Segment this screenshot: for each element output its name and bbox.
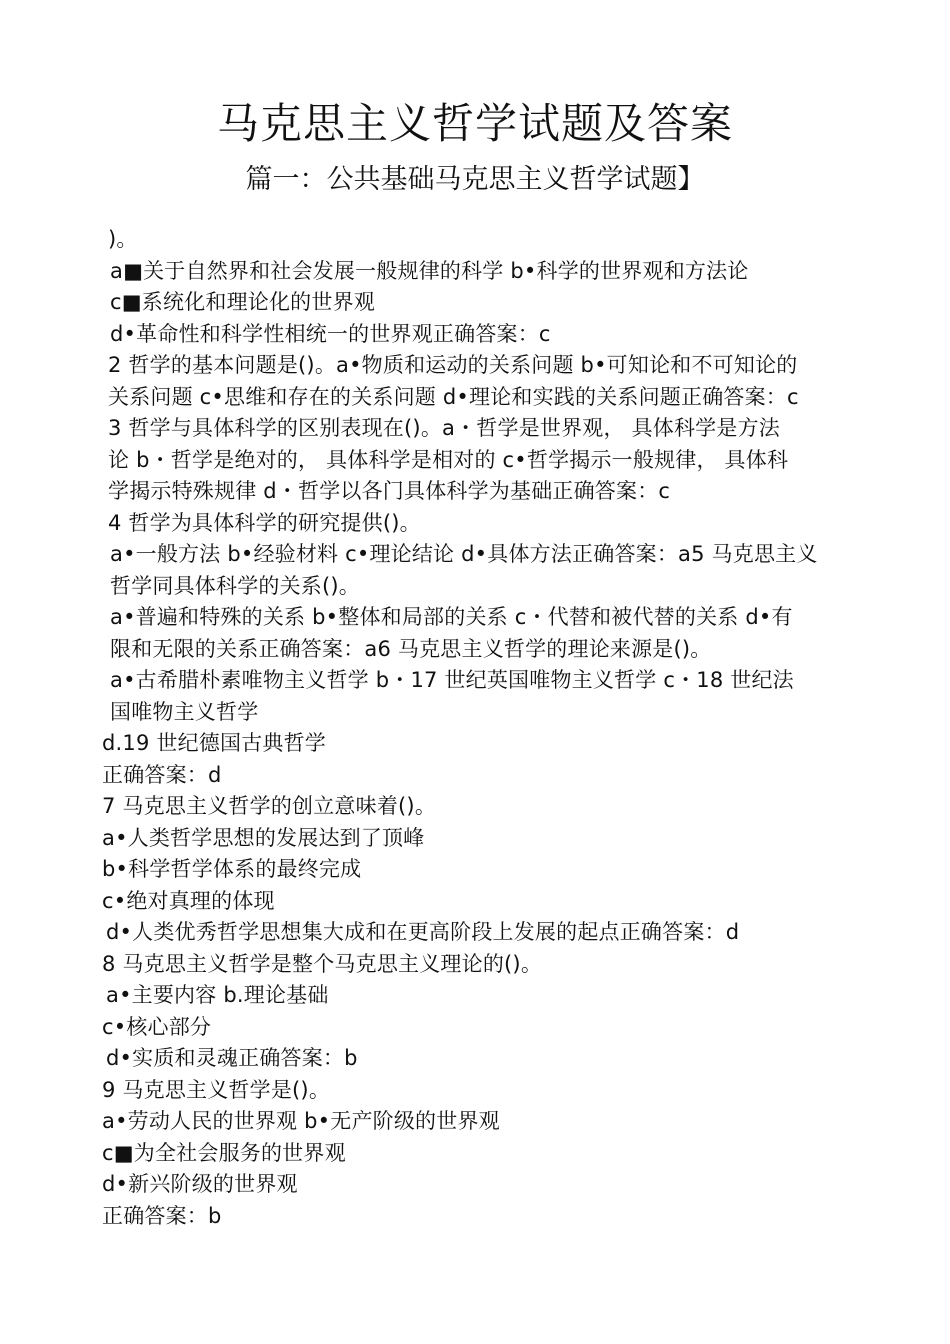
text-line: 正确答案：b xyxy=(102,1203,222,1228)
text-line: a•一般方法 b•经验材料 c•理论结论 d•具体方法正确答案：a5 马克思主义 xyxy=(110,542,818,566)
text-line: d.19 世纪德国古典哲学 xyxy=(102,731,327,755)
text-line: 2 哲学的基本问题是()。a•物质和运动的关系问题 b•可知论和不可知论的 xyxy=(108,353,798,377)
text-line: 8 马克思主义哲学是整个马克思主义理论的()。 xyxy=(102,951,543,976)
text-line: 限和无限的关系正确答案：a6 马克思主义哲学的理论来源是()。 xyxy=(110,636,712,661)
text-line: a■关于自然界和社会发展一般规律的科学 b•科学的世界观和方法论 xyxy=(110,258,749,283)
text-line: 7 马克思主义哲学的创立意味着()。 xyxy=(102,794,437,818)
text-line: a•主要内容 b.理论基础 xyxy=(106,983,329,1007)
text-line: a•人类哲学思想的发展达到了顶峰 xyxy=(102,825,425,850)
document-title: 马克思主义哲学试题及答案 xyxy=(216,99,733,148)
text-line: 正确答案：d xyxy=(102,762,222,787)
text-line: d•革命性和科学性相统一的世界观正确答案：c xyxy=(110,321,551,346)
document-body xyxy=(0,224,950,1232)
text-line: c•核心部分 xyxy=(102,1014,212,1039)
text-line: 哲学同具体科学的关系()。 xyxy=(110,573,360,598)
text-line: d•实质和灵魂正确答案：b xyxy=(106,1046,358,1070)
text-line: a•劳动人民的世界观 b•无产阶级的世界观 xyxy=(102,1109,500,1133)
text-line: 论 b・哲学是绝对的， 具体科学是相对的 c•哲学揭示一般规律， 具体科 xyxy=(108,447,789,472)
text-line: d•新兴阶级的世界观 xyxy=(102,1172,298,1196)
text-line: 关系问题 c•思维和存在的关系问题 d•理论和实践的关系问题正确答案：c xyxy=(108,384,799,409)
text-line: 3 哲学与具体科学的区别表现在()。a・哲学是世界观， 具体科学是方法 xyxy=(108,416,780,440)
text-line: 国唯物主义哲学 xyxy=(110,699,259,724)
text-line: c■为全社会服务的世界观 xyxy=(102,1140,346,1165)
text-line: 学揭示特殊规律 d・哲学以各门具体科学为基础正确答案：c xyxy=(108,479,671,503)
text-line: d•人类优秀哲学思想集大成和在更高阶段上发展的起点正确答案：d xyxy=(106,920,740,944)
text-line: 9 马克思主义哲学是()。 xyxy=(102,1077,331,1102)
text-line: )。 xyxy=(108,227,138,251)
text-line: b•科学哲学体系的最终完成 xyxy=(102,857,362,881)
text-line: 4 哲学为具体科学的研究提供()。 xyxy=(108,510,421,535)
text-line: c•绝对真理的体现 xyxy=(102,888,275,913)
text-line: a•古希腊朴素唯物主义哲学 b・17 世纪英国唯物主义哲学 c・18 世纪法 xyxy=(110,668,794,692)
text-line: c■系统化和理论化的世界观 xyxy=(110,290,375,314)
text-line: a•普遍和特殊的关系 b•整体和局部的关系 c・代替和被代替的关系 d•有 xyxy=(110,605,793,629)
document-subtitle: 篇一：公共基础马克思主义哲学试题】 xyxy=(245,164,705,195)
